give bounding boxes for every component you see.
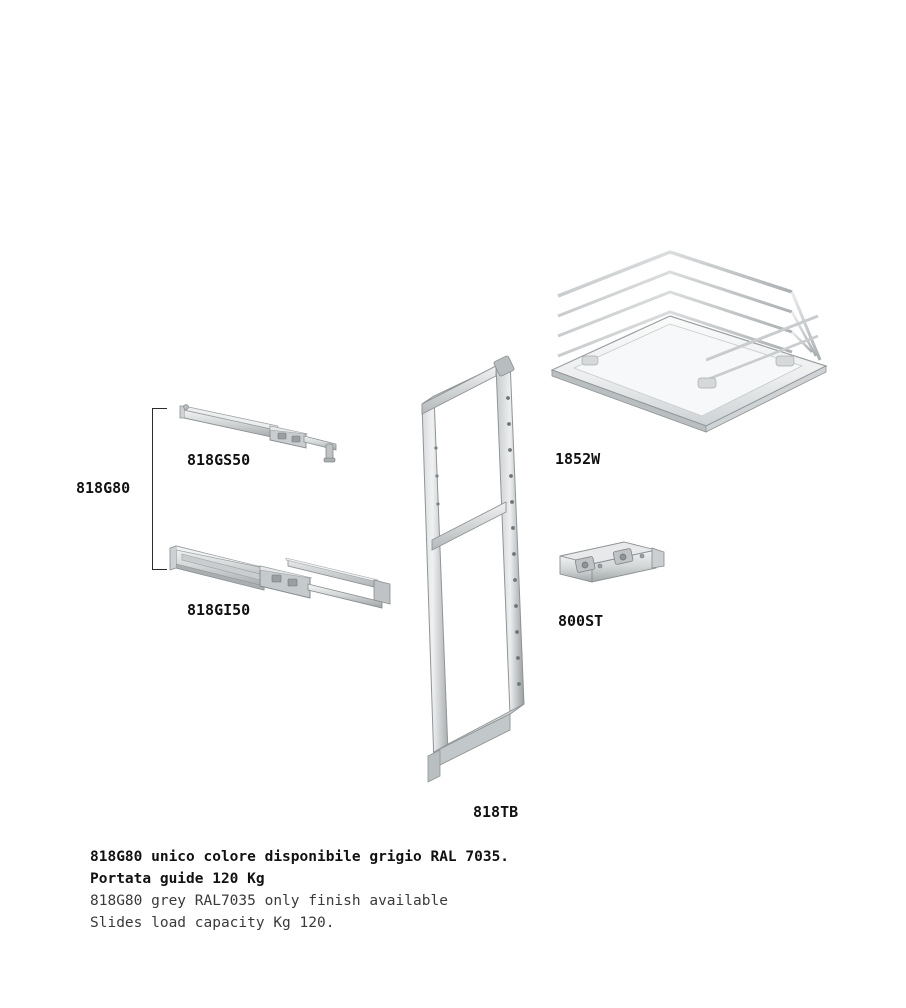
- frame-carrier-drawing: [408, 352, 548, 802]
- label-818G80: 818G80: [76, 479, 131, 497]
- label-1852W: 1852W: [555, 450, 601, 468]
- notes-block: [90, 846, 830, 934]
- label-800ST: 800ST: [558, 612, 604, 630]
- label-818GI50: 818GI50: [187, 601, 251, 619]
- part-illustration-800ST: [552, 536, 672, 598]
- note-en-line-2: Slides load capacity Kg 120.: [90, 915, 335, 931]
- part-illustration-1852W: [530, 240, 850, 440]
- label-818TB: 818TB: [473, 803, 519, 821]
- note-en-line-1: 818G80 grey RAL7035 only finish available: [90, 893, 448, 909]
- label-818GS50: 818GS50: [187, 451, 251, 469]
- wire-basket-drawing: [530, 240, 850, 440]
- part-illustration-818TB: [408, 352, 548, 802]
- group-bracket-818G80: [152, 408, 167, 570]
- note-it-line-1: 818G80 unico colore disponibile grigio RAL 7035.: [90, 849, 510, 865]
- note-it-line-2: Portata guide 120 Kg: [90, 871, 265, 887]
- bracket-set-drawing: [552, 536, 672, 598]
